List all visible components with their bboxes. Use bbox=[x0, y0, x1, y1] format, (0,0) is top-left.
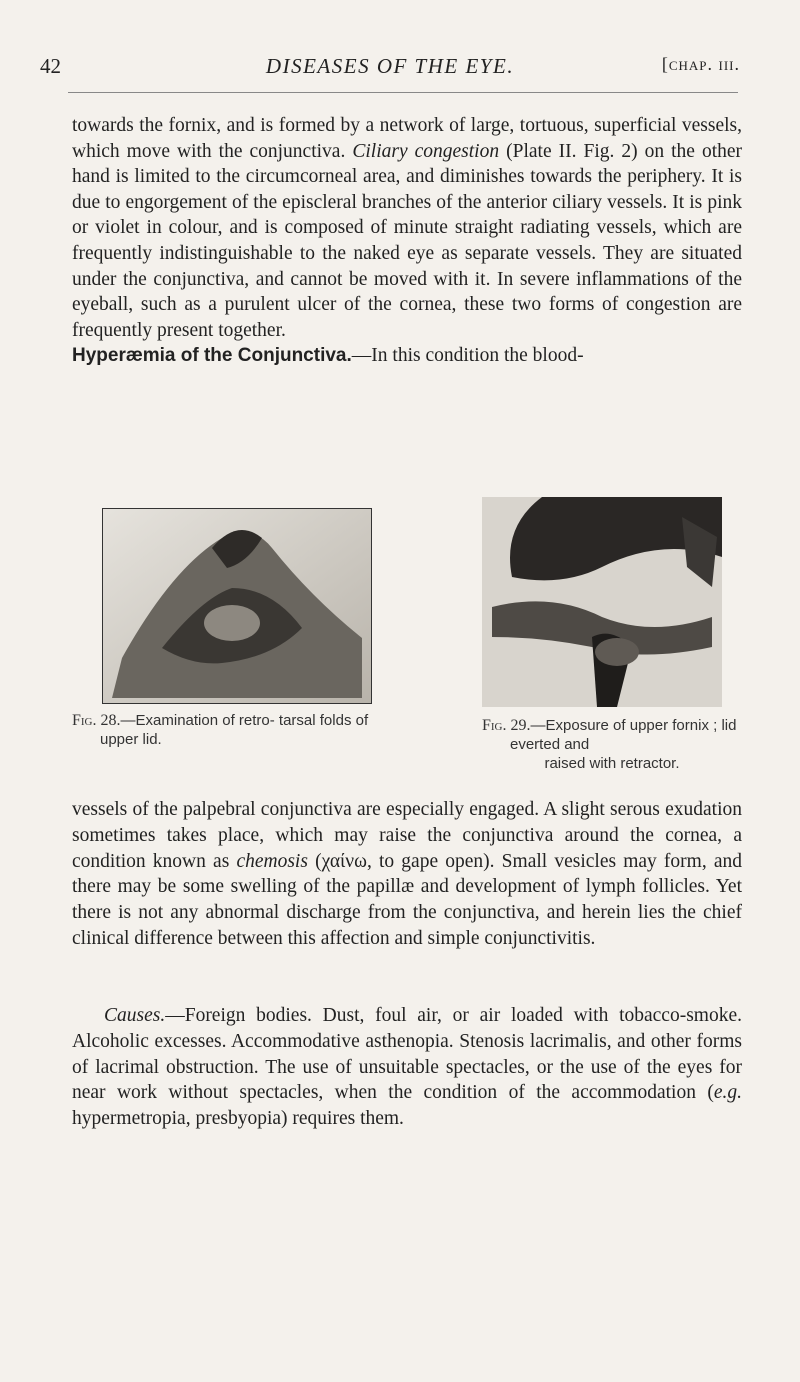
figure-29-caption-line-3: raised with retractor. bbox=[544, 755, 680, 772]
page-number: 42 bbox=[40, 54, 61, 78]
figure-29-label: Fig. 29. bbox=[482, 717, 531, 734]
section-heading-hyperaemia: Hyperæmia of the Conjunctiva. bbox=[72, 345, 352, 367]
figure-28-caption bbox=[72, 711, 372, 749]
paragraph-1-text-a: towards the fornix, and is formed by a network of large, tortuous, superficial vessels, which move with the conjunctiva. bbox=[72, 115, 742, 162]
page-header bbox=[40, 54, 740, 84]
figure-28-label: Fig. 28. bbox=[72, 712, 121, 729]
paragraph-4-end: hypermetropia, presbyopia) requires them. bbox=[72, 1108, 404, 1130]
figure-29-caption-line-1: —Exposure of upper bbox=[530, 717, 669, 734]
paragraph-4-text: —Foreign bodies. Dust, foul air, or air loaded with tobacco-smoke. Alcoholic excesses. Accommodative asthenopia. Stenosis lacrimalis, and other forms of lacrimal obstruction. The use of unsuitable spectacles, or the use of the eyes for near work without spectacles, when the condition of the accommodation ( bbox=[72, 1005, 742, 1104]
paragraph-3-text-a: vessels of the palpebral conjunctiva are especially engaged. A slight serous exudation sometimes takes place, which may raise the conjunctiva around the cornea, a condition known as bbox=[72, 799, 742, 872]
paragraph-1 bbox=[72, 113, 742, 369]
figure-29-caption-line-2: fornix ; lid everted and bbox=[510, 717, 737, 753]
figure-29-image bbox=[482, 497, 722, 707]
header-rule bbox=[68, 92, 738, 93]
term-eg: e.g. bbox=[713, 1082, 742, 1104]
figure-28-caption-line-2: tarsal folds of upper lid. bbox=[100, 712, 369, 748]
figure-28-image bbox=[102, 508, 372, 704]
paragraph-3-text-b: (χαίνω, to gape open). Small vesicles may form, and there may be some swelling of the papillæ and development of lymph follicles. Yet there is not any abnormal discharge from the conjunctiva, and herein lies the chief clinical difference between this affection and simple conjunctivitis. bbox=[72, 850, 743, 949]
term-chemosis: chemosis bbox=[236, 850, 308, 872]
term-causes: Causes. bbox=[104, 1005, 166, 1026]
paragraph-4 bbox=[72, 1003, 742, 1132]
figure-29-caption bbox=[482, 716, 742, 773]
paragraph-3 bbox=[72, 797, 742, 952]
running-title: DISEASES OF THE EYE. bbox=[265, 54, 515, 78]
term-ciliary-congestion: Ciliary congestion bbox=[352, 140, 500, 162]
figure-28-caption-line-1: —Examination of retro- bbox=[120, 712, 275, 729]
paragraph-2-text: —In this condition the blood- bbox=[351, 345, 584, 367]
paragraph-1-text-b: (Plate II. Fig. 2) on the other hand is limited to the circumcorneal area, and diminishes towards the periphery. It is due to engorgement of the episcleral branches of the anterior ciliary vessels. It is pink or violet in colour, and is composed of minute straight radiating vessels, which are frequently indistinguishable to the naked eye as separate vessels. They are situated under the conjunctiva, and cannot be moved with it. In severe inflammations of the eyeball, such as a purulent ulcer of the cornea, these two forms of congestion are frequently present together. bbox=[72, 140, 743, 341]
chapter-marker: [chap. iii. bbox=[661, 54, 740, 74]
